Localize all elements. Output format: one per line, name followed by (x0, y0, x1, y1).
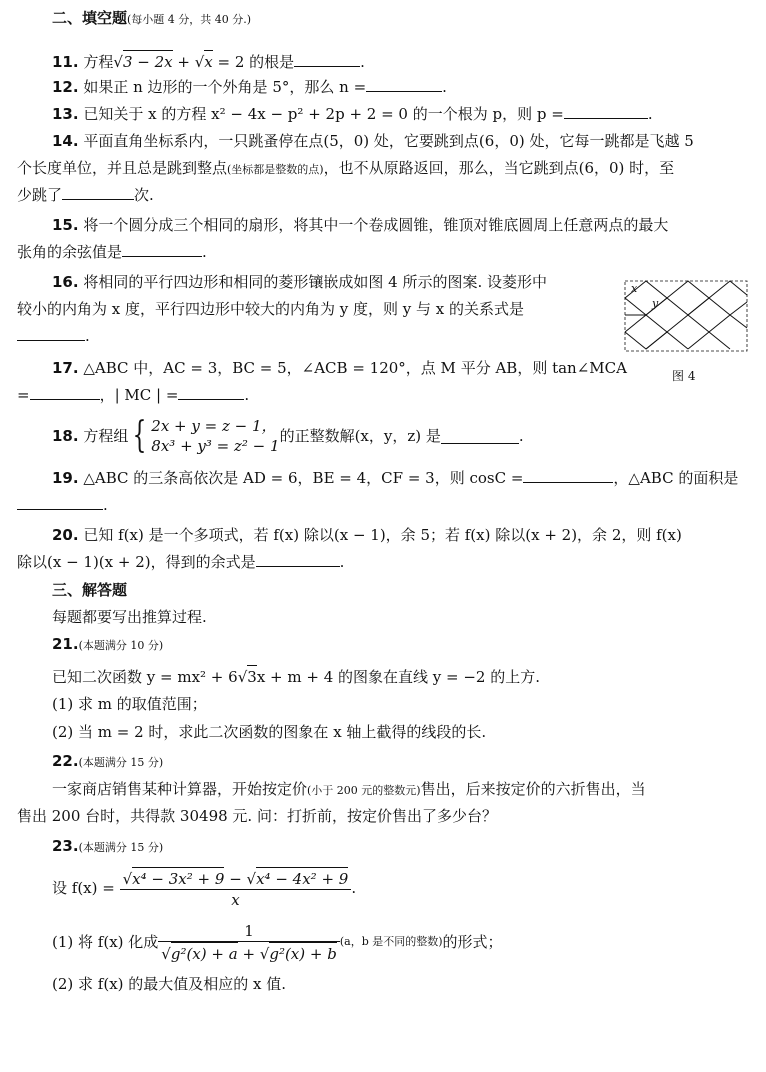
equation-1: 2x + y = z − 1， (151, 417, 277, 435)
plus-sign: + (172, 53, 195, 71)
question-text: 将一个圆分成三个相同的扇形，将其中一个卷成圆锥，锥顶对锥底圆周上任意两点的最大 (83, 216, 669, 234)
question-note: (小于 200 元的整数元) (307, 784, 421, 797)
period: . (85, 327, 90, 345)
minus-sign: − (224, 869, 247, 888)
equation-2: 8x³ + y³ = z² − 1 (151, 437, 280, 455)
period: . (442, 78, 447, 96)
question-14-line1 (52, 131, 694, 151)
question-text: 如果正 n 边形的一个外角是 5°，那么 n = (83, 78, 367, 96)
fraction-numerator: 1 (158, 921, 340, 942)
question-14-line2 (17, 158, 674, 180)
question-17-line2 (17, 385, 249, 405)
question-21-part2: (2) 当 m = 2 时，求此二次函数的图象在 x 轴上截得的线段的长. (52, 723, 487, 741)
question-text: △ABC 的三条高依次是 AD = 6，BE = 4，CF = 3，则 cosC = (83, 469, 524, 487)
answer-blank[interactable] (178, 385, 244, 400)
answer-blank[interactable] (30, 385, 100, 400)
answer-blank[interactable] (564, 104, 648, 119)
question-text: 的正整数解(x，y，z) 是 (279, 427, 441, 445)
question-number: 12. (52, 78, 79, 96)
question-text: 张角的余弦值是 (17, 243, 123, 261)
period: . (202, 243, 207, 261)
score-note: (本题满分 15 分) (78, 756, 164, 769)
question-text: 已知关于 x 的方程 x² − 4x − p² + 2p + 2 = 0 的一个根为 p，则 p = (83, 105, 564, 123)
question-16-line1 (52, 272, 547, 292)
answer-blank[interactable] (122, 242, 202, 257)
radicand: x (204, 50, 212, 72)
question-23-header (52, 836, 163, 858)
question-text: 已知二次函数 y = mx² + 6 (52, 668, 238, 686)
question-text: (1) 将 f(x) 化成 (52, 933, 159, 951)
figure-4 (624, 280, 748, 352)
answer-blank[interactable] (294, 52, 360, 67)
period: . (103, 496, 108, 514)
figure-caption: 图 4 (672, 369, 696, 383)
question-22-line2: 售出 200 台时，共得款 30498 元. 问：打折前，按定价售出了多少台？ (17, 807, 497, 825)
answer-blank[interactable] (62, 185, 134, 200)
plus-sign: + (237, 944, 260, 963)
question-text: ，△ABC 的面积是 (613, 469, 739, 487)
question-text: 次. (134, 186, 154, 204)
fraction-denominator: √g²(x) + a + √g²(x) + b (158, 942, 340, 964)
answer-blank[interactable] (17, 495, 103, 510)
question-text: 售出，后来按定价的六折售出，当 (420, 780, 646, 798)
question-21-stem: 已知二次函数 y = mx² + 6√3x + m + 4 的图象在直线 y = −2 的上方. (52, 665, 540, 687)
question-text: 较小的内角为 x 度，平行四边形中较大的内角为 y 度，则 y 与 x 的关系式是 (17, 300, 525, 318)
answer-blank[interactable] (366, 77, 442, 92)
question-14-line3 (17, 185, 154, 205)
question-text: = 2 的根是 (212, 53, 295, 71)
radicand: g²(x) + a (171, 942, 238, 964)
radicand: x⁴ − 4x² + 9 (256, 867, 348, 889)
angle-label-y: y (652, 297, 659, 310)
question-number: 13. (52, 105, 79, 123)
question-text: 个长度单位，并且总是跳到整点 (17, 159, 228, 177)
question-number: 19. (52, 469, 79, 487)
question-12 (52, 77, 447, 97)
question-21-part1: (1) 求 m 的取值范围； (52, 695, 207, 713)
radicand: 3 − 2x (123, 50, 173, 72)
fraction (120, 867, 352, 910)
angle-label-x: x (631, 282, 638, 295)
section-title: 二、填空题 (52, 9, 128, 27)
question-17-line1 (52, 358, 627, 378)
tessellation-figure (624, 280, 748, 352)
question-text: 平面直角坐标系内，一只跳蚤停在点(5，0) 处，它要跳到点(6，0) 处，它每一跳都是飞越 5 (83, 132, 694, 150)
radicand: 3 (247, 665, 257, 687)
question-20-line2 (17, 552, 344, 572)
question-text: ，| MC | = (99, 386, 179, 404)
question-text: = (17, 386, 30, 404)
radicand: x⁴ − 3x² + 9 (132, 867, 224, 889)
period: . (518, 427, 524, 445)
answer-blank[interactable] (441, 429, 519, 444)
period: . (351, 879, 357, 897)
section-instruction: 每题都要写出推算过程. (52, 608, 207, 626)
question-text: 的形式； (442, 933, 503, 951)
fraction-denominator: x (231, 890, 240, 909)
question-number: 23. (52, 837, 79, 855)
question-23-part2: (2) 求 f(x) 的最大值及相应的 x 值. (52, 975, 287, 993)
fraction-numerator: √x⁴ − 3x² + 9 − √x⁴ − 4x² + 9 (120, 867, 352, 890)
question-number: 21. (52, 635, 79, 653)
question-23-part1 (52, 918, 503, 966)
answer-blank[interactable] (17, 326, 85, 341)
radicand: g²(x) + b (269, 942, 337, 964)
score-note: (本题满分 15 分) (78, 841, 164, 854)
fraction (158, 921, 340, 964)
question-text: 一家商店销售某种计算器，开始按定价 (52, 780, 308, 798)
question-text: △ABC 中，AC = 3，BC = 5，∠ACB = 120°，点 M 平分 AB，则 tan∠MCA (83, 359, 627, 377)
question-text: 方程 (83, 53, 114, 71)
period: . (244, 386, 250, 404)
period: . (339, 553, 345, 571)
answer-blank[interactable] (523, 468, 613, 483)
brace-symbol: { (132, 415, 147, 456)
question-text: 方程组 (83, 427, 129, 445)
question-20-line1 (52, 525, 682, 545)
period: . (647, 105, 653, 123)
question-number: 11. (52, 53, 79, 71)
question-text: 少跳了 (17, 186, 63, 204)
question-text: 设 f(x) = (52, 879, 115, 897)
question-16-line3 (17, 326, 90, 346)
question-number: 22. (52, 752, 79, 770)
question-13 (52, 104, 653, 124)
question-15-line2 (17, 242, 207, 262)
question-text: 已知 f(x) 是一个多项式，若 f(x) 除以(x − 1)，余 5；若 f(x) 除以(x + 2)，余 2，则 f(x) (83, 526, 682, 544)
question-22-header (52, 751, 163, 773)
question-text: ，也不从原路返回，那么，当它跳到点(6，0) 时，至 (323, 159, 675, 177)
question-text: 将相同的平行四边形和相同的菱形镶嵌成如图 4 所示的图案. 设菱形中 (83, 273, 547, 291)
question-21-header (52, 634, 163, 656)
question-note: (a，b 是不同的整数) (339, 935, 443, 948)
section-title: 三、解答题 (52, 581, 128, 599)
question-18 (52, 414, 524, 458)
period: . (360, 53, 365, 71)
question-number: 15. (52, 216, 79, 234)
question-22-line1 (52, 779, 646, 801)
question-23-definition (52, 864, 356, 912)
question-19-line2 (17, 495, 108, 515)
question-number: 20. (52, 526, 79, 544)
equation-system (151, 416, 279, 456)
question-text: x + m + 4 的图象在直线 y = −2 的上方. (256, 668, 541, 686)
score-note: (本题满分 10 分) (78, 639, 164, 652)
section-heading (52, 8, 251, 30)
question-number: 18. (52, 427, 79, 445)
question-note: (坐标都是整数的点) (227, 163, 324, 176)
question-number: 17. (52, 359, 79, 377)
question-19-line1 (52, 468, 738, 488)
question-number: 16. (52, 273, 79, 291)
answer-blank[interactable] (256, 552, 340, 567)
question-text: 除以(x − 1)(x + 2)，得到的余式是 (17, 553, 256, 571)
question-16-line2 (17, 299, 524, 319)
question-15-line1 (52, 215, 668, 235)
section-note: (每小题 4 分，共 40 分.) (127, 13, 252, 26)
question-number: 14. (52, 132, 79, 150)
question-11: 11. 方程√3 − 2x + √x = 2 的根是 . (52, 50, 365, 72)
